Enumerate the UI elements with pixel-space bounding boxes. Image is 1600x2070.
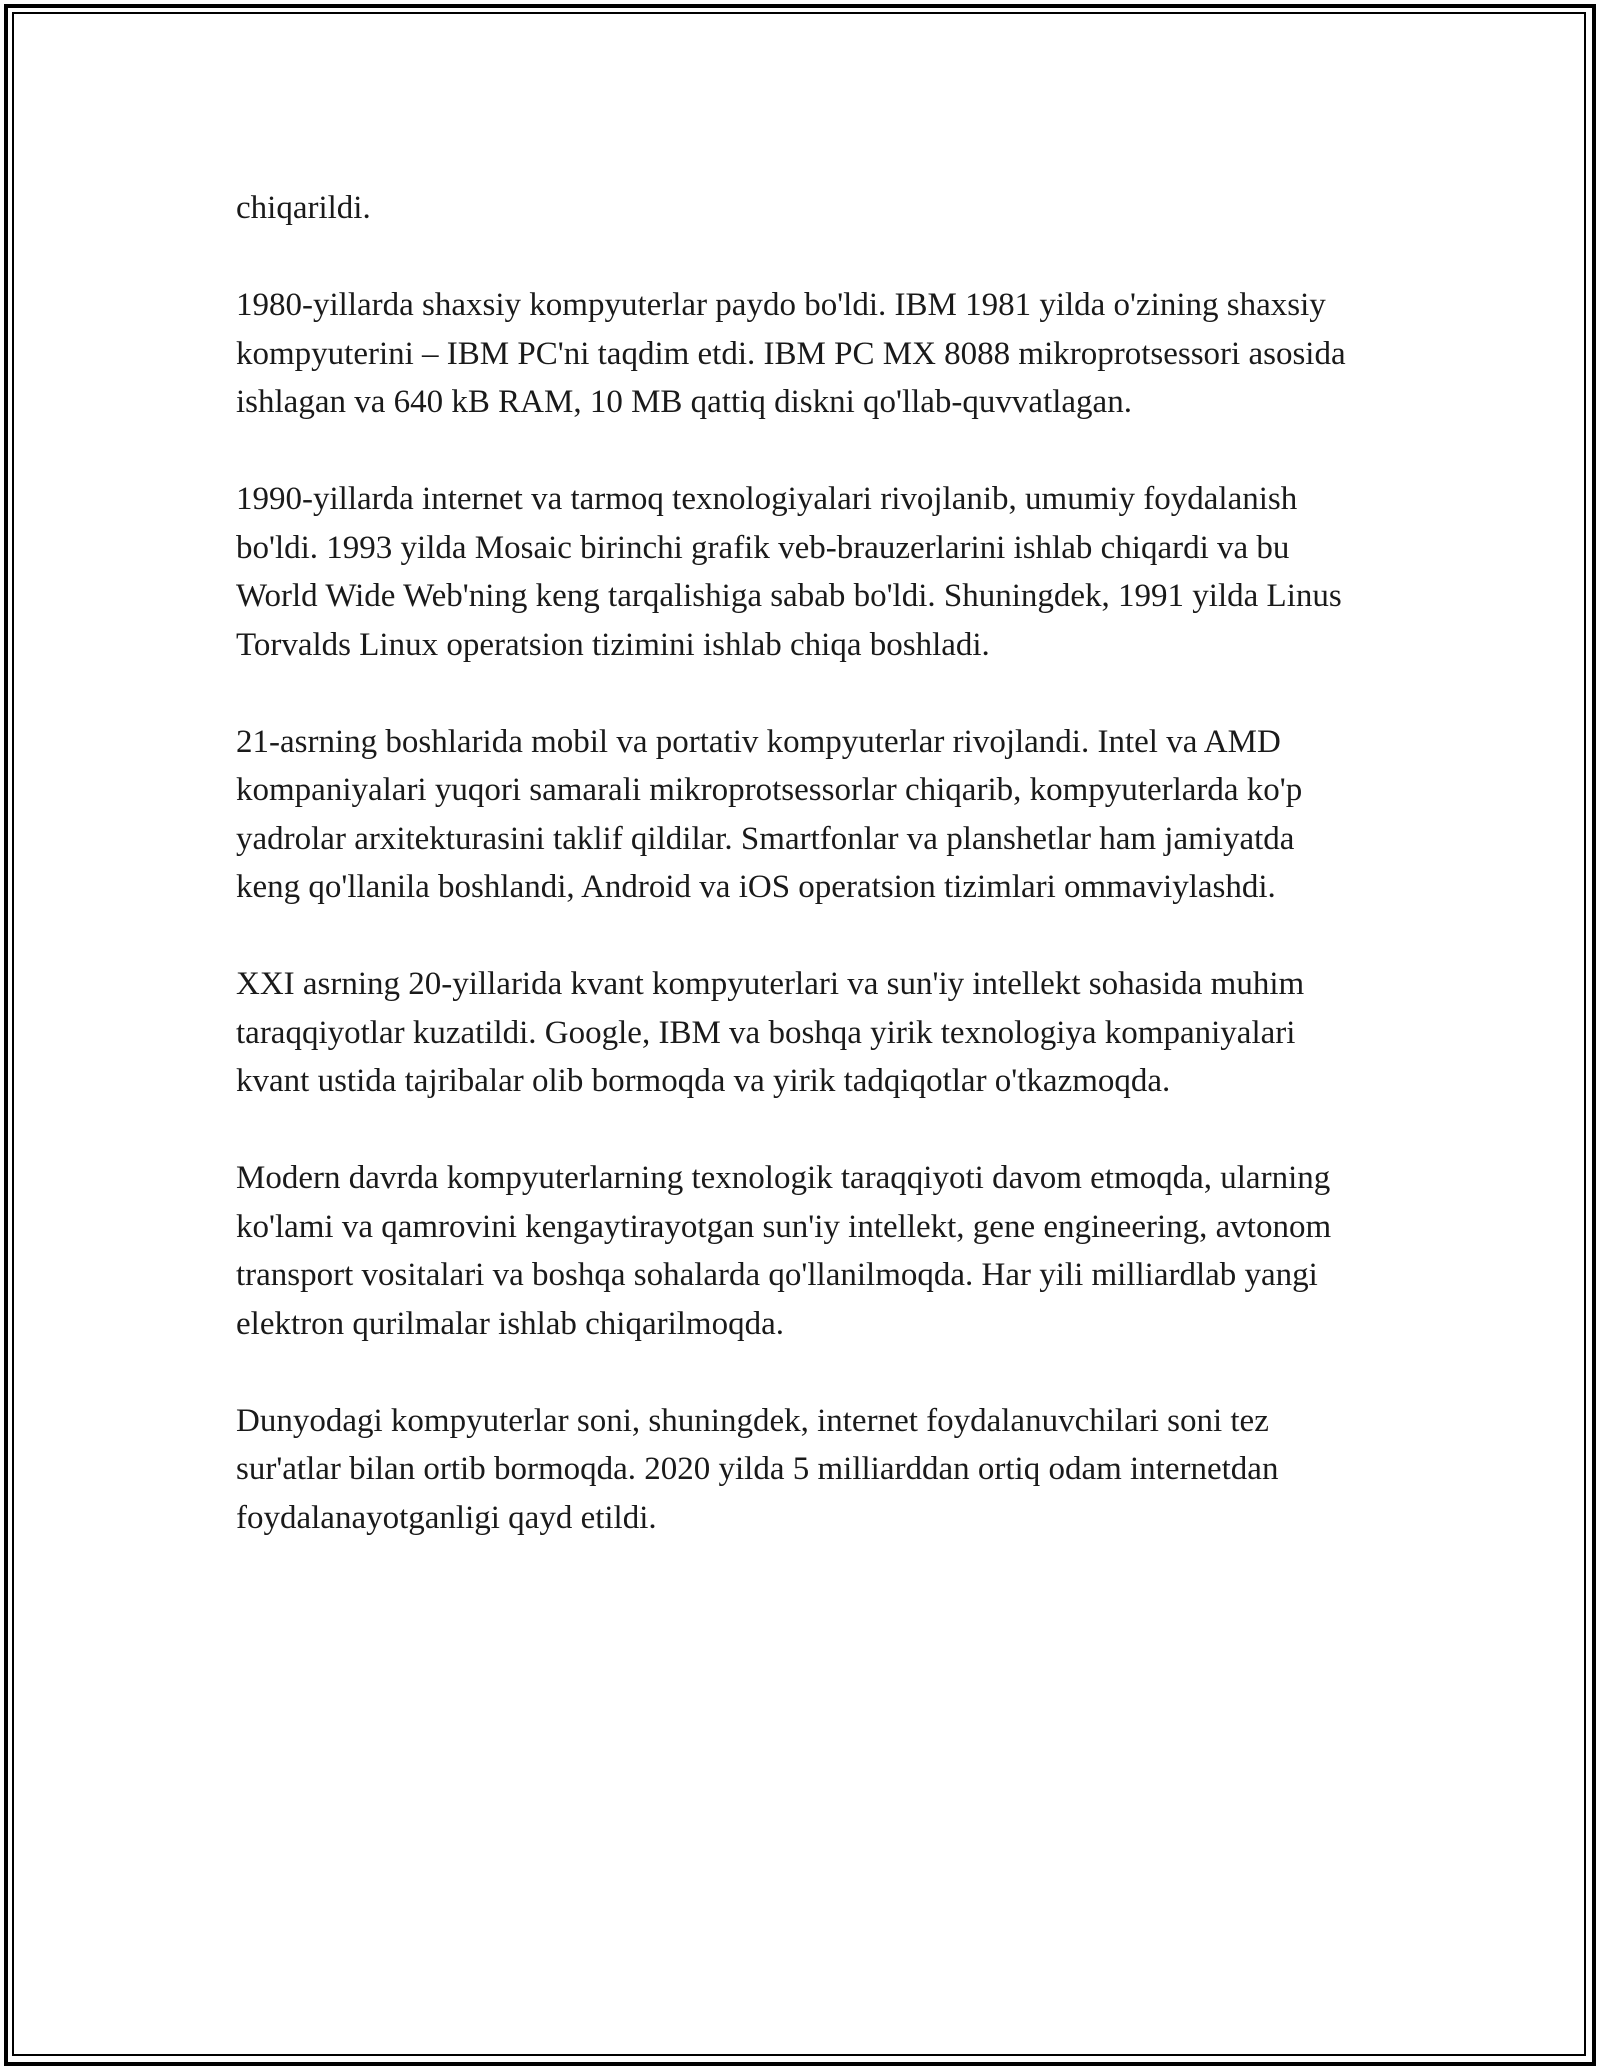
paragraph-statistics: Dunyodagi kompyuterlar soni, shuningdek, internet foydalanuvchilari soni tez sur'atlar bilan ortib bormoqda. 2020 yilda 5 milliarddan ortiq odam internetdan foydalanayotganligi qayd etildi. (236, 1402, 1279, 1536)
paragraph-1980s: 1980-yillarda shaxsiy kompyuterlar paydo bo'ldi. IBM 1981 yilda o'zining shaxsiy kompyuterini – IBM PC'ni taqdim etdi. IBM PC MX 8088 mikroprotsessori asosida ishlagan va 640 kB RAM, 10 MB qattiq diskni qo'llab-quvvatlagan. (236, 287, 1346, 420)
paragraph-modern-era: Modern davrda kompyuterlarning texnologik taraqqiyoti davom etmoqda, ularning ko'lami va qamrovini kengaytirayotgan sun'iy intellekt, gene engineering, avtonom transport vositalari va boshqa sohalarda qo'llanilmoqda. Har yili milliardlab yangi elektron qurilmalar ishlab chiqarilmoqda. (236, 1160, 1332, 1342)
paragraph-21st-century: 21-asrning boshlarida mobil va portativ kompyuterlar rivojlandi. Intel va AMD kompaniyalari yuqori samarali mikroprotsessorlar chiqarib, kompyuterlarda ko'p yadrolar arxitekturasini taklif qildilar. Smartfonlar va planshetlar ham jamiyatda keng qo'llanila boshlandi, Android va iOS operatsion tizimlari ommaviylashdi. (236, 723, 1303, 905)
paragraph-1990s: 1990-yillarda internet va tarmoq texnologiyalari rivojlanib, umumiy foydalanish bo'ldi. 1993 yilda Mosaic birinchi grafik veb-brauzerlarini ishlab chiqardi va bu World Wide Web'ning keng tarqalishiga sabab bo'ldi. Shuningdek, 1991 yilda Linus Torvalds Linux operatsion tizimini ishlab chiqa boshladi. (236, 481, 1342, 663)
document-body (236, 184, 1366, 1591)
paragraph-2020s: XXI asrning 20-yillarida kvant kompyuterlari va sun'iy intellekt sohasida muhim taraqqiyotlar kuzatildi. Google, IBM va boshqa yirik texnologiya kompaniyalari kvant ustida tajribalar olib bormoqda va yirik tadqiqotlar o'tkazmoqda. (236, 966, 1305, 1099)
paragraph-continuation: chiqarildi. (236, 190, 371, 226)
